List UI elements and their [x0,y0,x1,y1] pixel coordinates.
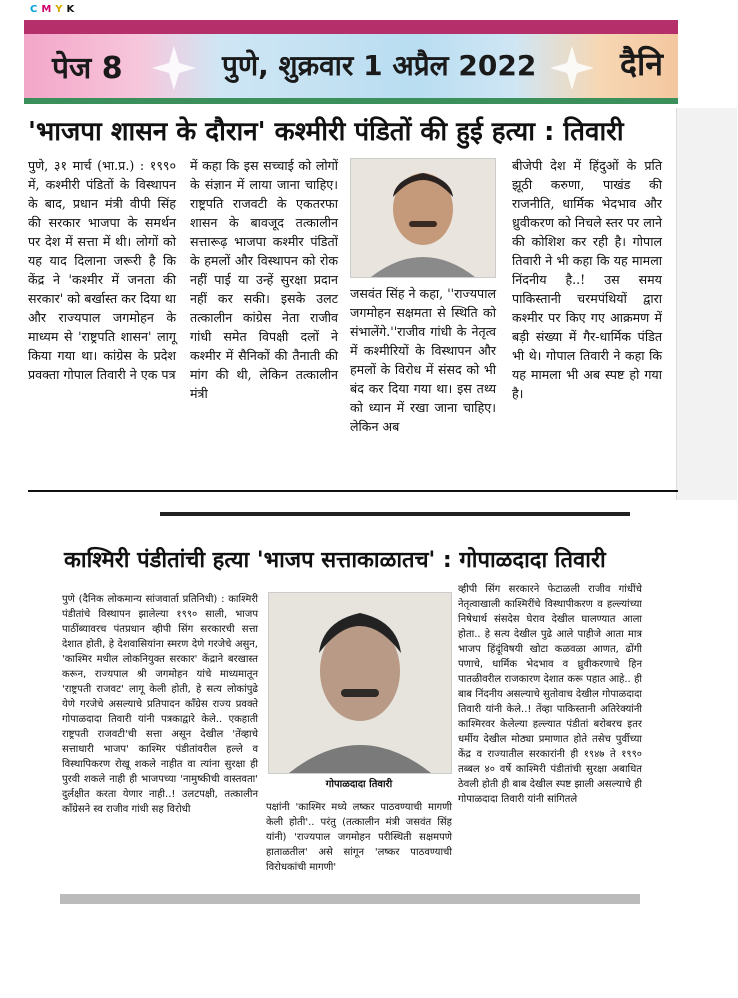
cmyk-y: Y [55,4,64,15]
article2-column-1: पुणे (दैनिक लोकमान्य सांजवार्ता प्रतिनिधी) : काश्मिरी पंडीतांचे विस्थापन झालेल्या १९९० साली, भाजप पाठींब्यावरच पंतप्रधान व्हीपी सिंग सरकारची सत्ता देशात होती, हे देशवासियांना स्मरण देणे गरजेचे असुन, 'काश्मिर मधील लोकनियुक्त सरकार' केंद्राने बरखास्त करून, राज्यपाल श्री जगमोहन यांचे माध्यमातून 'राष्ट्रपती राजवट' लागू केली होती, हे सत्य लोकांपुढे येणे गरजेचे असल्याचे प्रतिपादन काँग्रेस राज्य प्रवक्ते गोपाळदादा तिवारी यांनी पत्रकाद्वारे केले.. एकहाती राष्ट्रपती राजवटी'ची सत्ता असून देखील 'तेंव्हाचे सत्ताधारी भाजप' काश्मिर पंडीतांवरील हल्ले व विस्थापिकरण रोखू शकले नाहीत वा त्यांना सुरक्षा ही पुरवी शकले नाही ही भाजपच्या 'नामुष्कीची वास्तवता' दुर्लक्षीत करता येणार नाही..! उलटपक्षी, तत्कालीन कॉंग्रेसने स्व राजीव गांधी सह विरोधी [62,594,258,815]
article1-column-1: पुणे, ३१ मार्च (भा.प्र.) : १९९० में, कश्मीरी पंडितों के विस्थापन के बाद, प्रधान मंत्री वीपी सिंह की सरकार भाजपा के समर्थन पर देश में सत्ता में थी। लोगों को यह याद दिलाना जरूरी है कि केंद्र ने 'कश्मीर में जनता की सरकार' को बर्खास्त कर दिया था और राज्यपाल जगमोहन के माध्यम से 'राष्ट्रपति शासन' लागू किया गया था। कांग्रेस के प्रदेश प्रवक्ता गोपाल तिवारी ने एक पत्र [28,158,176,382]
cmyk-m: M [41,4,53,15]
dateline: पुणे, शुक्रवार 1 अप्रैल 2022 [222,49,537,82]
newspaper-name: दैनि [620,45,664,83]
article2-headline: काश्मिरी पंडीतांची हत्या 'भाजप सत्ताकाळातच' : गोपाळदादा तिवारी [64,548,606,573]
header-green-rule [24,98,678,104]
cmyk-k: K [66,4,76,15]
portrait-photo-1 [350,158,496,278]
article2-column-3: व्हीपी सिंग सरकारने फेटाळली राजीव गांधींचे नेतृत्वाखाली काश्मिरींचे विस्थापीकरण व हल्ल्यांच्या निषेधार्थ संसदेस घेराव देखील घालण्यात आला होता.. हे सत्य देखील पुढे आले पाहीजे आता मात्र भाजप हिंदूंविषयी खोटा कळवळा आणत, ढोंगी पणाचे, धार्मिक भेदभाव व ध्रुवीकरणाचे हिन पातळीवरील राजकारण देशात करू पहात आहे.. ही बाब निंदनीय असल्याचे सुतोवाच देखील गोपाळदादा तिवारी यांनी केले..! तेंव्हा पाकिस्तानी अतिरेक्यांनी काश्मिरवर केलेल्या हल्ल्यात पंडीतां बरोबरच इतर धर्मीय देखील मोठ्या प्रमाणात होते तसेच पुर्वीच्या केंद्र व राज्यातील सरकारांनी ही १९४७ ते १९९० तब्बल ४० वर्षे काश्मिरी पंडीतांची सुरक्षा अबाधित ठेवली होती ही बाब देखील स्पष्ट झाली असल्याचे ही गोपाळदादा तिवारी यांनी सांगितले [458,584,642,805]
article1-column-3: जसवंत सिंह ने कहा, ''राज्यपाल जगमोहन सक्षमता से स्थिति को संभालेंगे.''राजीव गांधी के नेतृत्व में कश्मीरियों के विस्थापन और हमलों के विरोध में संसद को भी बंद कर दिया गया था। इस तथ्य को ध्यान में रखा जाना चाहिए। लेकिन अब [350,286,496,434]
cmyk-marks [30,4,78,15]
sparkle-icon [150,44,198,92]
top-stripe [24,20,678,34]
cropped-bottom-headline [60,894,640,904]
article1-column-4: बीजेपी देश में हिंदुओं के प्रति झूठी करुणा, पाखंड की राजनीति, धार्मिक भेदभाव और ध्रुवीकरण को निचले स्तर पर लाने की कोशिश कर रही है। गोपाल तिवारी ने भी कहा कि यह मामला निंदनीय है..! उस समय पाकिस्तानी चरमपंथियों द्वारा कश्मीर पर किए गए आक्रमण में बड़ी संख्या में गैर-धार्मिक पंडित भी थे। गोपाल तिवारी ने कहा कि यह मामला भी अब स्पष्ट हो गया है। [512,158,662,401]
sparkle-icon-right [548,44,596,92]
article1-headline: 'भाजपा शासन के दौरान' कश्मीरी पंडितों की हुई हत्या : तिवारी [28,117,624,147]
article2-column-2: पक्षांनी 'काश्मिर मध्ये लष्कर पाठवण्याची मागणी केली होती'.. परंतु (तत्कालीन मंत्री जसवंत सिंह यांनी) 'राज्यपाल जगमोहन परीस्थिती सक्षमपणे हाताळतील' असे सांगून 'लष्कर पाठवण्याची विरोधकांची मागणी' [266,802,452,873]
adjacent-page-edge [676,108,737,500]
cmyk-c: C [30,4,39,15]
article1-column-2: में कहा कि इस सच्चाई को लोगों के संज्ञान में लाया जाना चाहिए। राष्ट्रपति राजवटी के एकतरफा शासन के बावजूद तत्कालीन सत्तारूढ़ भाजपा कश्मीर पंडितों के हमलों और विस्थापन को रोक नहीं पाई या उन्हें सुरक्षा प्रदान नहीं कर सकी। इसके उलट तत्कालीन कांग्रेस नेता राजीव गांधी समेत विपक्षी दलों ने कश्मीर में सैनिकों की तैनाती की मांग की थी, लेकिन तत्कालीन मंत्री [190,158,338,401]
cropped-headline-remnant [160,512,630,516]
page-number: पेज 8 [52,51,123,86]
portrait-photo-2 [268,592,452,774]
section-divider [28,490,678,492]
photo-caption: गोपाळदादा तिवारी [325,779,393,790]
